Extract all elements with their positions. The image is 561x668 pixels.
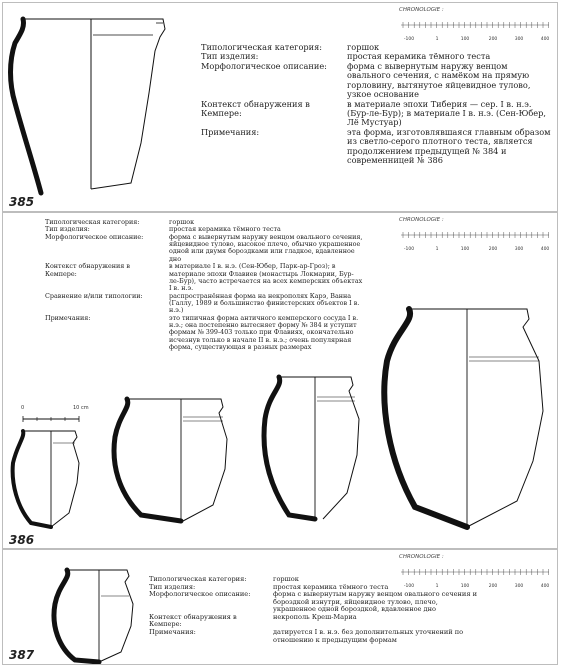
scale-zero-label: 0 — [21, 405, 25, 411]
entry-number: 387 — [9, 648, 35, 662]
description-table — [149, 576, 479, 644]
field-label: Примечания: — [201, 126, 260, 137]
field-label: Морфологическое описание: — [149, 590, 251, 599]
chronology-tick: 300 — [514, 584, 524, 589]
chronology-tick: 300 — [514, 37, 524, 42]
entry-number: 386 — [9, 533, 35, 547]
field-value: форма с вывернутым наружу венцом овального сечения, с намёком на прямую горловину, вытянутое яйцевидное тулово, узкое основание — [347, 60, 531, 100]
field-label: Морфологическое описание: — [45, 232, 144, 241]
field-label: Контекст обнаружения в Кемпере: — [201, 98, 310, 118]
field-value: эта форма, изготовлявшаяся главным образом из светло-серого плотного теста, является продолжением предыдущей № 384 и современницей № 386 — [347, 126, 551, 166]
field-value: это типичная форма античного кемперского сосуда I в. н.э.; она постепенно вытесняет форму № 384 и уступит формам № 399-403 только при Флавиях, окончательно исчезнув только в начале II в. н.э.; очень популярная форма, существующая в разных размерах — [169, 313, 359, 352]
field-value: горшок — [169, 218, 195, 226]
field-value: простая керамика тёмного теста — [347, 51, 491, 62]
field-label: Типологическая категория: — [45, 218, 140, 226]
chronology-scale — [399, 7, 551, 47]
chronology-tick: 1 — [435, 247, 439, 252]
field-value: горшок — [347, 42, 380, 52]
entry-number: 385 — [9, 195, 35, 209]
chronology-label: CHRONOLOGIE : — [399, 7, 444, 13]
field-value: в материале эпохи Тиберия — сер. I в. н.э. (Бур-ле-Бур); в материале I в. н.э. (Сен-Юбер, Лё Мустуар) — [347, 98, 546, 128]
chronology-tick: -100 — [403, 37, 415, 42]
field-label: Тип изделия: — [45, 225, 90, 234]
vessel-386-large-drawing — [251, 369, 371, 529]
chronology-label: CHRONOLOGIE : — [399, 217, 444, 223]
field-label: Типологическая категория: — [201, 42, 323, 52]
field-value: простая керамика тёмного теста — [169, 225, 281, 234]
entry-385 — [2, 2, 558, 212]
chronology-tick: 200 — [488, 37, 498, 42]
field-label: Сравнение и/или типологии: — [45, 291, 143, 300]
chronology-tick: 200 — [488, 247, 498, 252]
chronology-tick: 100 — [460, 584, 470, 589]
description-table — [201, 43, 553, 165]
chronology-tick: 100 — [460, 37, 470, 42]
chronology-tick: 100 — [460, 247, 470, 252]
field-value: датируется I в. н.э. без дополнительных уточнений по отношению к предыдущим формам — [273, 628, 464, 644]
field-value: некрополь Креш-Мариа — [273, 612, 357, 621]
chronology-tick: -100 — [403, 584, 415, 589]
field-value: форма с вывернутым наружу венцом овального сечения, яйцевидное тулово, высокое плечо, обычно украшенное одной или двумя бороздками или гладкое, вдавленное дно — [169, 232, 363, 263]
field-label: Контекст обнаружения в Кемпере: — [149, 612, 237, 629]
chronology-scale — [399, 217, 551, 257]
chronology-tick: -100 — [403, 247, 415, 252]
field-label: Морфологическое описание: — [201, 60, 327, 71]
field-value: горшок — [273, 575, 299, 583]
scale-ten-label: 10 cm — [73, 405, 89, 411]
chronology-tick: 400 — [540, 584, 550, 589]
vessel-386-medium-drawing — [101, 389, 241, 529]
field-label: Тип изделия: — [149, 582, 196, 591]
vessel-386-small-drawing — [3, 423, 103, 533]
description-table — [45, 219, 363, 351]
chronology-tick: 400 — [540, 37, 550, 42]
field-label: Тип изделия: — [201, 51, 259, 62]
vessel-385-drawing — [3, 3, 183, 203]
field-label: Примечания: — [45, 313, 91, 322]
field-value: распространённая форма на некрополях Карэ, Ванна (Галлу, 1989 и большинство финистерских объектов I в. н.э.) — [169, 291, 360, 315]
chronology-tick: 400 — [540, 247, 550, 252]
field-value: в материале I в. н.э. (Сен-Юбер, Парк-ар-Гроз); в материале эпохи Флавиев (монастырь Локмарии, Бур-ле-Бур), часто встречается на всех кемперских объектах I в. н.э. — [169, 262, 363, 293]
field-label: Примечания: — [149, 628, 196, 637]
chronology-tick: 300 — [514, 247, 524, 252]
chronology-tick: 1 — [435, 584, 439, 589]
vessel-387-drawing — [43, 560, 143, 665]
field-value: простая керамика тёмного теста — [273, 582, 389, 591]
chronology-tick: 1 — [435, 37, 439, 42]
field-value: форма с вывернутым наружу венцом овального сечения и бороздкой изнутри, яйцевидное тулово, плечо, украшенное одной бороздкой, вдавленное дно — [273, 590, 477, 614]
field-label: Типологическая категория: — [149, 575, 247, 583]
entry-387 — [2, 549, 558, 665]
field-label: Контекст обнаружения в Кемпере: — [45, 262, 130, 278]
chronology-tick: 200 — [488, 584, 498, 589]
vessel-386-xlarge-drawing — [367, 301, 557, 541]
entry-386 — [2, 212, 558, 549]
chronology-label: CHRONOLOGIE : — [399, 554, 444, 560]
